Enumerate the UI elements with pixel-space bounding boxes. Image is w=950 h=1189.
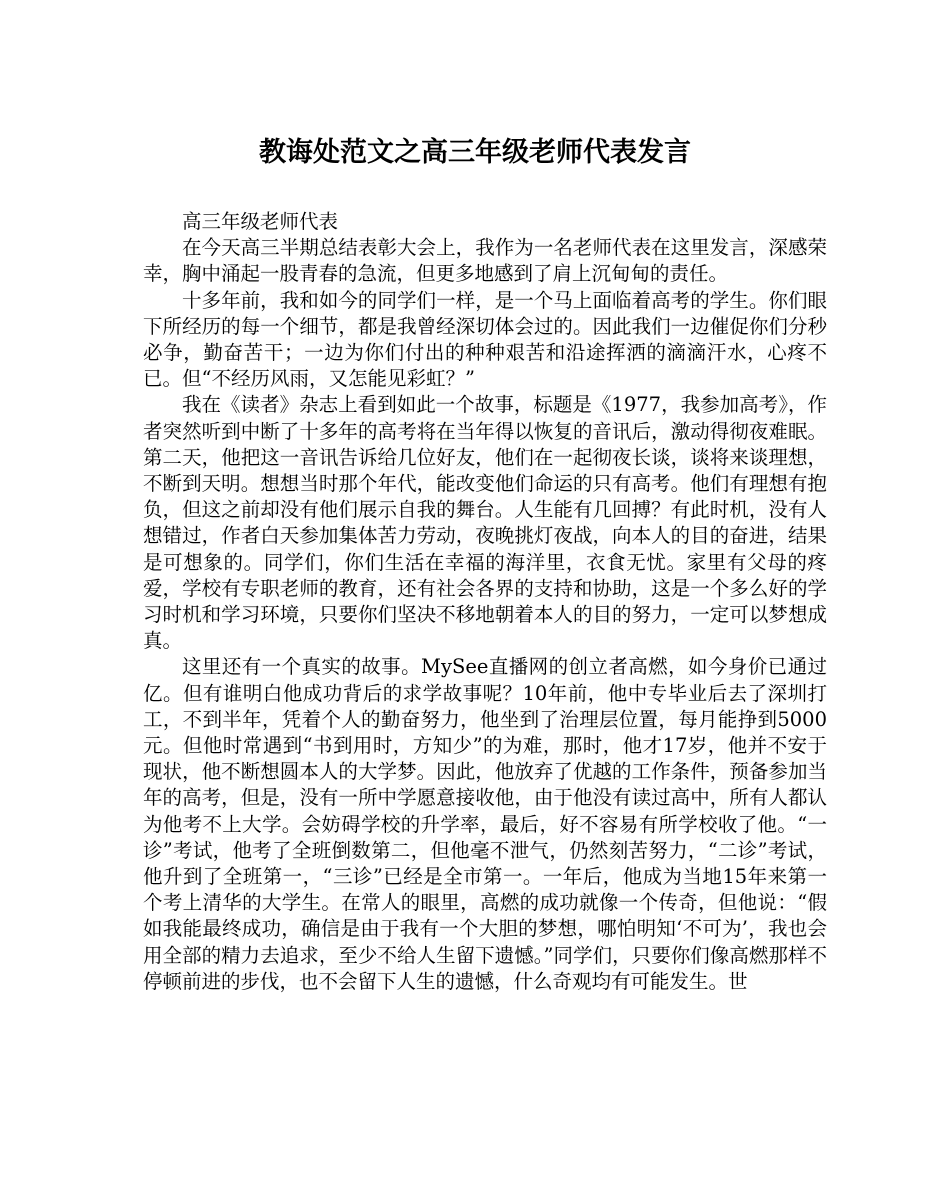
document-body	[143, 209, 827, 995]
paragraph-author-line: 高三年级老师代表	[182, 210, 339, 233]
document-title: 教诲处范文之高三年级老师代表发言	[259, 137, 691, 168]
paragraph: 在今天高三半期总结表彰大会上，我作为一名老师代表在这里发言，深感荣幸，胸中涌起一股青春的急流，但更多地感到了肩上沉甸甸的责任。	[143, 236, 827, 286]
paragraph: 十多年前，我和如今的同学们一样，是一个马上面临着高考的学生。你们眼下所经历的每一个细节，都是我曾经深切体会过的。因此我们一边催促你们分秒必争，勤奋苦干；一边为你们付出的种种艰苦和沿途挥洒的滴滴汗水，心疼不已。但“不经历风雨，又怎能见彩虹？”	[143, 288, 827, 391]
paragraph: 这里还有一个真实的故事。MySee直播网的创立者高燃，如今身价已通过亿。但有谁明白他成功背后的求学故事呢？10年前，他中专毕业后去了深圳打工，不到半年，凭着个人的勤奋努力，他坐到了治理层位置，每月能挣到5000元。但他时常遇到“书到用时，方知少”的为难，那时，他才17岁，他并不安于现状，他不断想圆本人的大学梦。因此，他放弃了优越的工作条件，预备参加当年的高考，但是，没有一所中学愿意接收他，由于他没有读过高中，所有人都认为他考不上大学。会妨碍学校的升学率，最后，好不容易有所学校收了他。“一诊”考试，他考了全班倒数第二，但他毫不泄气，仍然刻苦努力，“二诊”考试，他升到了全班第一，“三诊”已经是全市第一。一年后，他成为当地15年来第一个考上清华的大学生。在常人的眼里，高燃的成功就像一个传奇，但他说：“假如我能最终成功，确信是由于我有一个大胆的梦想，哪怕明知‘不可为’，我也会用全部的精力去追求，至少不给人生留下遗憾。”同学们，只要你们像高燃那样不停顿前进的步伐，也不会留下人生的遗憾，什么奇观均有可能发生。世	[143, 655, 827, 993]
paragraph: 我在《读者》杂志上看到如此一个故事，标题是《1977，我参加高考》，作者突然听到中断了十多年的高考将在当年得以恢复的音讯后，激动得彻夜难眠。第二天，他把这一音讯告诉给几位好友，他们在一起彻夜长谈，谈将来谈理想，不断到天明。想想当时那个年代，能改变他们命运的只有高考。他们有理想有抱负，但这之前却没有他们展示自我的舞台。人生能有几回搏？有此时机，没有人想错过，作者白天参加集体苦力劳动，夜晚挑灯夜战，向本人的目的奋进，结果是可想象的。同学们，你们生活在幸福的海洋里，衣食无忧。家里有父母的疼爱，学校有专职老师的教育，还有社会各界的支持和协助，这是一个多么好的学习时机和学习环境，只要你们坚决不移地朝着本人的目的努力，一定可以梦想成真。	[143, 393, 827, 653]
